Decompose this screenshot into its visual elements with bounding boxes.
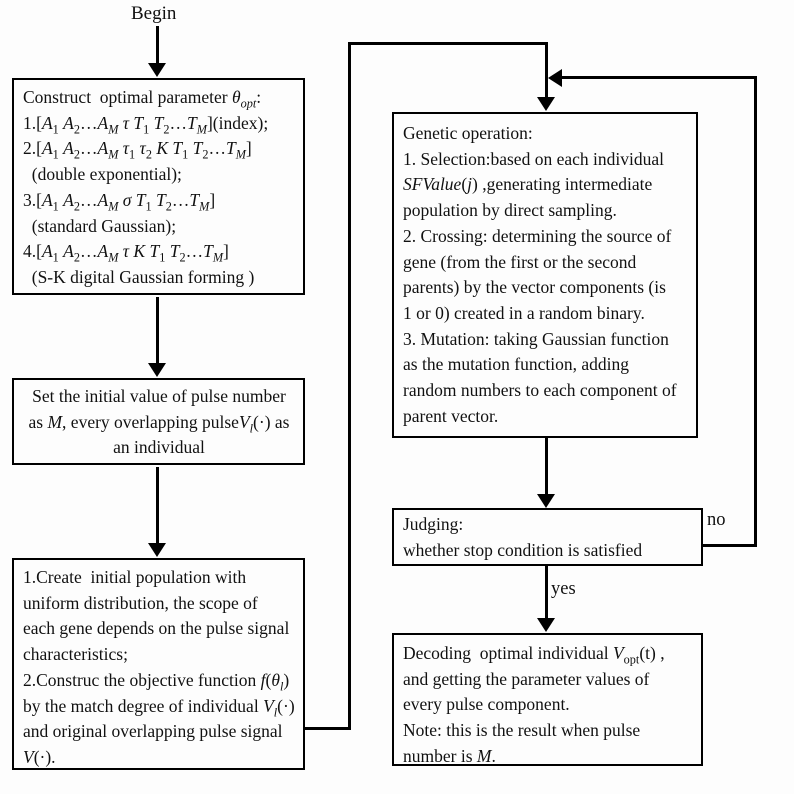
arrow-construct-to-init-head-icon [148, 363, 166, 377]
no-loop-exit-line [703, 544, 757, 547]
loop-top-horizontal-line [348, 42, 548, 45]
no-label: no [707, 510, 726, 530]
loop-population-exit-line [305, 727, 351, 730]
yes-label: yes [551, 579, 576, 599]
init-pulse-number-box [12, 378, 305, 465]
begin-label: Begin [131, 3, 177, 24]
arrow-genetic-to-judging-head-icon [537, 494, 555, 508]
arrow-init-to-population-head-icon [148, 543, 166, 557]
no-loop-vertical-line [754, 76, 757, 547]
no-loop-head-icon [548, 69, 562, 87]
judging-text: Judging: whether stop condition is satisfied [403, 514, 643, 560]
arrow-into-genetic-head-icon [537, 97, 555, 111]
genetic-operation-box [392, 112, 698, 438]
genetic-operation-text: Genetic operation: 1. Selection:based on each individual SFValue(j) ,generating intermediate population by direct sampling. 2. Crossing: determining the source of gene (from the first or the second parents) by the vector components (is 1 or 0) created in a random binary. 3. Mutation: taking Gaussian function as the mutation function, adding random numbers to each component of parent vector. [403, 123, 677, 426]
arrow-begin-head-icon [148, 63, 166, 77]
loop-left-vertical-line [348, 42, 351, 730]
arrow-begin-shaft [156, 26, 159, 64]
judging-box [392, 508, 703, 566]
arrow-construct-to-init-shaft [156, 297, 159, 364]
arrow-judging-to-decoding-head-icon [537, 618, 555, 632]
arrow-judging-to-decoding-shaft [545, 566, 548, 619]
create-population-box [12, 558, 305, 770]
create-population-text: 1.Create initial population with uniform distribution, the scope of each gene depends on the pulse signal characteristics; 2.Construc the objective function $f(\theta_l)$ by the match degree of individual $V_l(\cdot)$ and original overlapping pulse signal V(·). [23, 567, 295, 767]
construct-parameter-text: Construct optimal parameter $\theta_{opt}$: $1.[A_1$ $A_2\dots A_M$ τ $T_1$ $T_2\dots T_M](index)$; $2.[A_1$ $A_2\dots A_M$ $\tau_1$ $\tau_2$ K $T_1$ $T_2\dots T_M$] (double exponential); $3.[A_1$ $A_2\dots A_M$ σ $T_1$ $T_2\dots T_M$] (standard Gaussian); $4.[A_1$ $A_2\dots A_M$ τ K $T_1$ $T_2\dots T_M$] (S-K digital Gaussian forming ) [23, 87, 269, 287]
decoding-result-text: Decoding optimal individual $V_{opt}(t)$ , and getting the parameter values of every pulse component. Note: this is the result when pulse number is M. [403, 643, 665, 766]
init-pulse-number-text: Set the initial value of pulse number as M, every overlapping pulseV$_l$(·) as an individual [28, 386, 290, 458]
arrow-init-to-population-shaft [156, 467, 159, 544]
decoding-result-box [392, 633, 703, 766]
no-loop-top-line [562, 76, 757, 79]
arrow-genetic-to-judging-shaft [545, 438, 548, 495]
construct-parameter-box [12, 78, 305, 295]
